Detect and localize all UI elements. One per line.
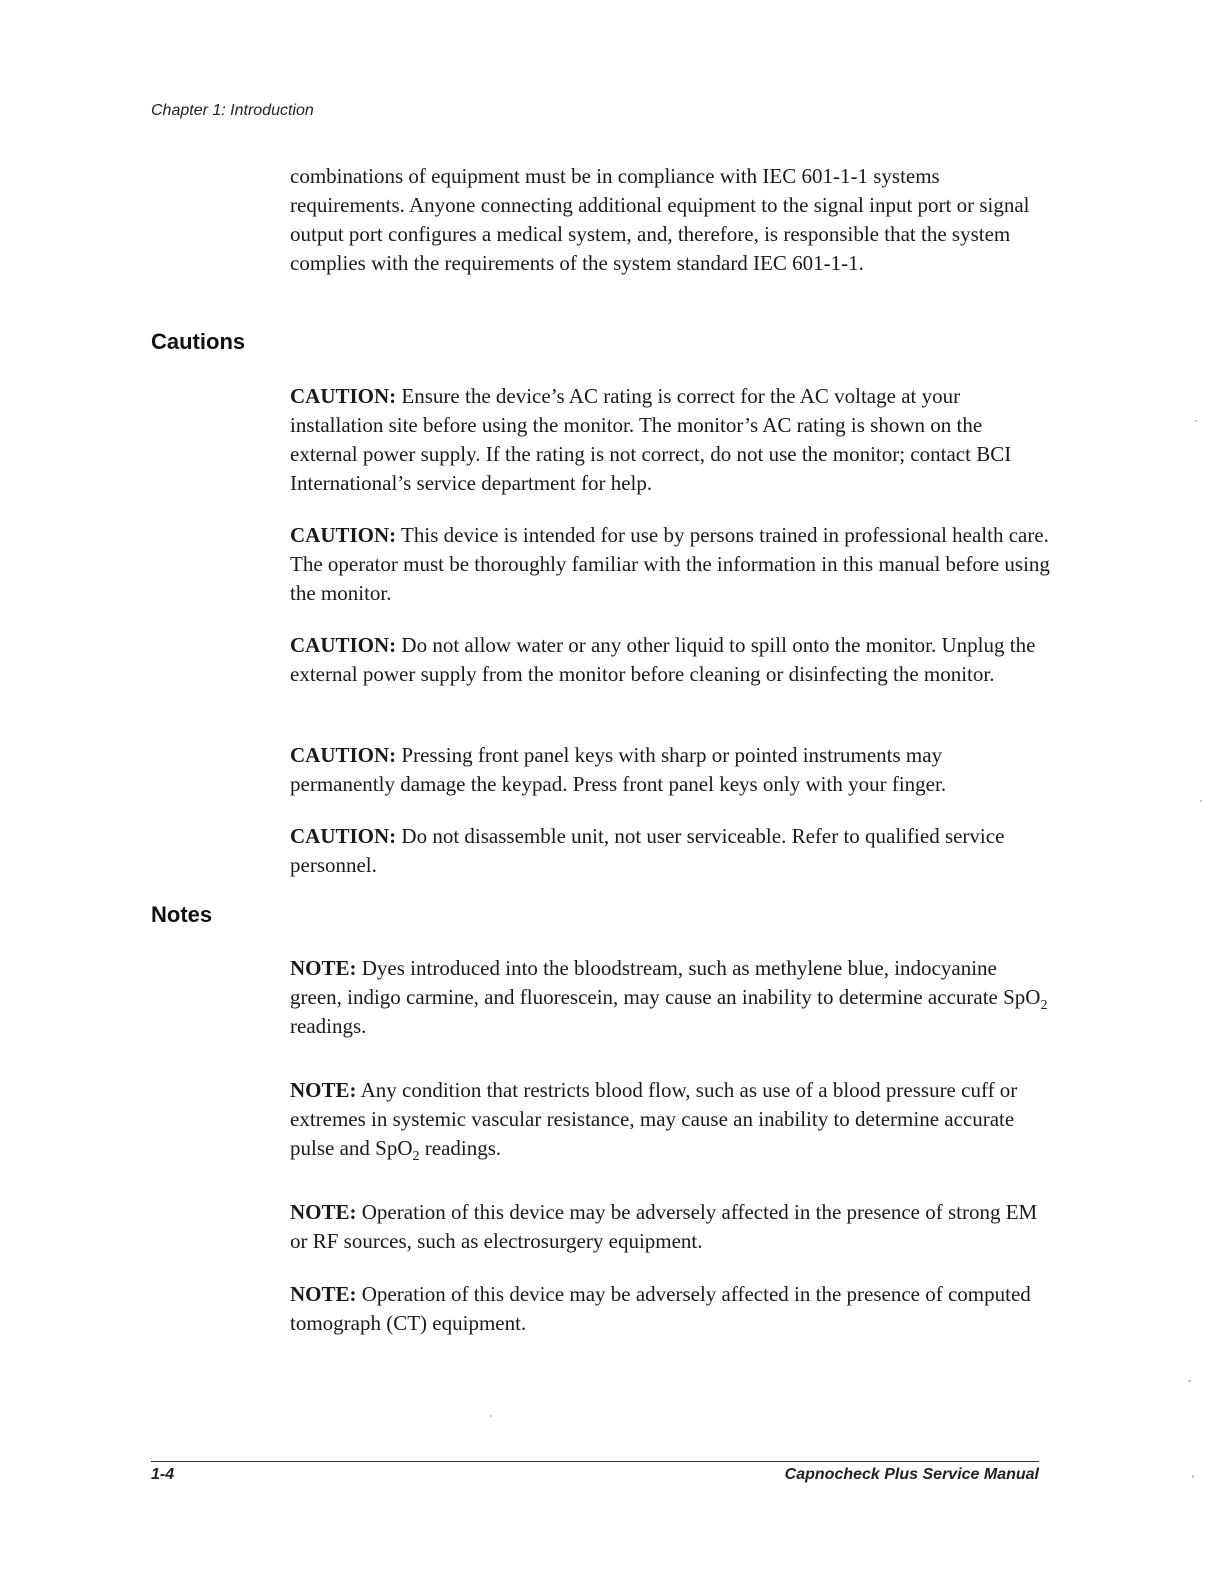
page-number: 1-4: [151, 1466, 175, 1483]
cautions-heading: Cautions: [151, 329, 246, 354]
caution-paragraph: [290, 631, 1050, 689]
caution-paragraph: [290, 382, 1050, 498]
caution-text: This device is intended for use by persons trained in professional health care. The operator must be thoroughly familiar with the information in this manual before using the monitor.: [290, 523, 1050, 605]
footer-divider: [151, 1461, 1039, 1462]
note-text: Operation of this device may be adversely affected in the presence of strong EM or RF sources, such as electrosurgery equipment.: [290, 1200, 1038, 1253]
scan-speck: [1195, 420, 1197, 422]
intro-paragraph: combinations of equipment must be in compliance with IEC 601-1-1 systems requirements. Anyone connecting additional equipment to the signal input port or signal output port configures a medical system, and, therefore, is responsible that the system complies with the requirements of the system standard IEC 601-1-1.: [290, 164, 1030, 275]
notes-heading: Notes: [151, 902, 213, 927]
note-label: NOTE:: [290, 956, 357, 980]
caution-label: CAUTION:: [290, 743, 397, 767]
note-paragraph: [290, 1280, 1050, 1338]
caution-text: Ensure the device’s AC rating is correct for the AC voltage at your installation site before using the monitor. The monitor’s AC rating is shown on the external power supply. If the rating is not correct, do not use the monitor; contact BCI International’s service department for help.: [290, 384, 1012, 495]
caution-label: CAUTION:: [290, 384, 397, 408]
caution-label: CAUTION:: [290, 633, 397, 657]
note-label: NOTE:: [290, 1282, 357, 1306]
note-text-end: readings.: [290, 1014, 367, 1038]
note-text: Any condition that restricts blood flow, such as use of a blood pressure cuff or extremes in systemic vascular resistance, may cause an inability to determine accurate pulse and SpO: [290, 1078, 1018, 1160]
running-header: Chapter 1: Introduction: [151, 102, 314, 119]
caution-label: CAUTION:: [290, 523, 397, 547]
note-paragraph: [290, 954, 1050, 1041]
manual-title: Capnocheck Plus Service Manual: [784, 1466, 1039, 1483]
caution-label: CAUTION:: [290, 824, 397, 848]
note-paragraph: [290, 1198, 1050, 1256]
note-text-end: readings.: [419, 1136, 502, 1160]
note-paragraph: [290, 1076, 1050, 1163]
subscript: 2: [412, 1149, 420, 1165]
note-label: NOTE:: [290, 1078, 357, 1102]
caution-text: Do not disassemble unit, not user serviceable. Refer to qualified service personnel.: [290, 824, 1005, 877]
note-label: NOTE:: [290, 1200, 357, 1224]
scan-speck: [1188, 1380, 1191, 1382]
caution-text: Pressing front panel keys with sharp or pointed instruments may permanently damage the keypad. Press front panel keys only with your finger.: [290, 743, 947, 796]
scan-speck: [490, 1415, 492, 1417]
scan-speck: [1192, 1475, 1194, 1478]
note-text: Dyes introduced into the bloodstream, such as methylene blue, indocyanine green, indigo carmine, and fluorescein, may cause an inability to determine accurate SpO: [290, 956, 1041, 1009]
caution-paragraph: [290, 741, 1050, 799]
scan-speck: [1200, 800, 1202, 802]
note-text: Operation of this device may be adversely affected in the presence of computed tomograph (CT) equipment.: [290, 1282, 1031, 1335]
caution-paragraph: [290, 822, 1050, 880]
caution-text: Do not allow water or any other liquid to spill onto the monitor. Unplug the external power supply from the monitor before cleaning or disinfecting the monitor.: [290, 633, 1036, 686]
caution-paragraph: [290, 521, 1050, 608]
subscript: 2: [1040, 998, 1048, 1014]
